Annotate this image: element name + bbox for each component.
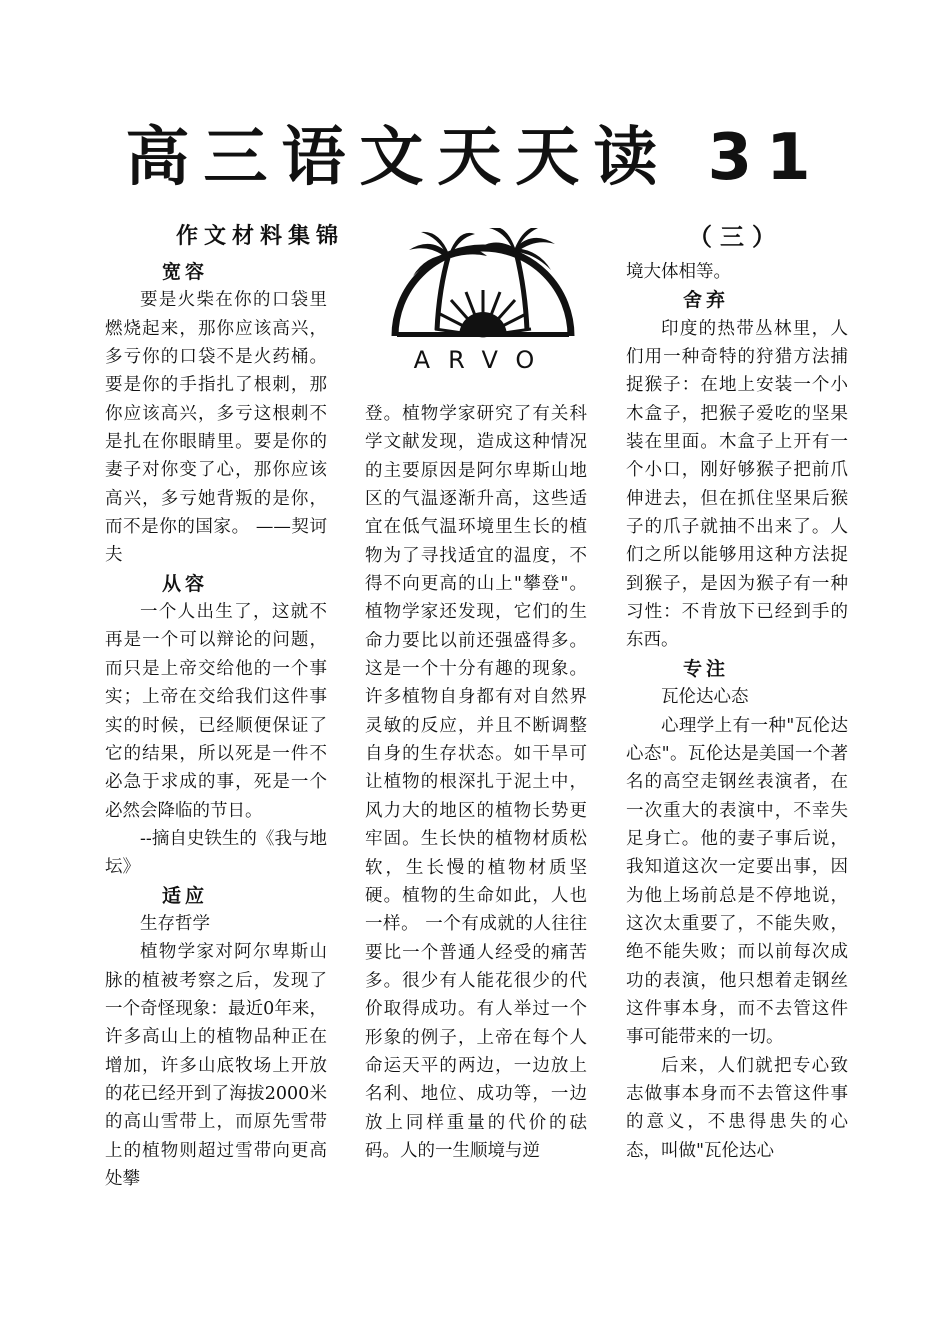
paragraph-source: --摘自史铁生的《我与地坛》 [105,828,327,878]
paragraph-subheading: 瓦伦达心态 [661,687,749,708]
paragraph: 要是火柴在你的口袋里燃烧起来，那你应该高兴，多亏你的口袋不是火药桶。要是你的手指扎了根刺，那你应该高兴，多亏这根刺不是扎在你眼睛里。要是你的妻子对你变了心，那你应该高兴，多亏她背叛的是你，而不是你的国家。 ——契诃夫 [105,290,327,566]
paragraph-subheading: 生存哲学 [140,913,210,934]
section-subtitle: 作文材料集锦 [176,224,345,249]
paragraph: 境大体相等。 [626,262,731,282]
paragraph: 印度的热带丛林里，人们用一种奇特的狩猎方法捕捉猴子：在地上安装一个小木盒子，把猴子爱吃的坚果装在里面。木盒子上开有一个小口，刚好够猴子把前爪伸进去，但在抓住坚果后猴子的爪子就抽不出来了。人们之所以能够用这种方法捉到猴子，是因为猴子有一种习性：不肯放下已经到手的东西。 [626,318,848,651]
heading-kuanrong: 宽容 [162,261,209,283]
heading-sheqi: 舍弃 [683,289,730,312]
part-number: （三） [688,223,784,251]
paragraph: 心理学上有一种"瓦伦达心态"。瓦伦达是美国一个著名的高空走钢丝表演者，在一次重大的表演中，不幸失足身亡。他的妻子事后说，我知道这次一定要出事，因为他上场前总是不停地说，这次太重要了，不能失败，绝不能失败；而以前每次成功的表演，他只想着走钢丝这件事本身，而不去管这件事可能带来的一切。 [626,715,848,1048]
column-2 [365,400,587,1165]
heading-zhuanzhu: 专注 [683,657,730,680]
paragraph: 一个人出生了，这就不再是一个可以辩论的问题，而只是上帝交给他的一个事实；上帝在交给我们这件事实的时候，已经顺便保证了它的结果，所以死是一件不必急于求成的事，死是一个必然会降临的节日。 [105,602,327,821]
column-1 [105,258,327,1193]
paragraph: 植物学家对阿尔卑斯山脉的植被考察之后，发现了一个奇怪现象：最近0年来，许多高山上的植物品种正在增加，许多山底牧场上开放的花已经开到了海拔2000米的高山雪带上，而原先雪带上的植物则超过雪带向更高处攀 [105,942,327,1189]
page-title: 高三语文天天读 31 [125,121,825,195]
heading-congrong: 从容 [162,572,209,595]
paragraph: 登。植物学家研究了有关科学文献发现，造成这种情况的主要原因是阿尔卑斯山地区的气温逐渐升高，这些适宜在低气温环境里生长的植物为了寻找适宜的温度，不得不向更高的山上"攀登"。植物学家还发现，它们的生命力要比以前还强盛得多。 这是一个十分有趣的现象。许多植物自身都有对自然界灵敏的反应，并且不断调整自身的生存状态。如干旱可让植物的根深扎于泥土中，风力大的地区的植物长势更牢固。生长快的植物材质松软，生长慢的植物材质坚硬。植物的生命如此，人也一样。 一个有成就的人往往要比一个普通人经受的痛苦多。很少有人能花很少的代价取得成功。有人举过一个形象的例子，上帝在每个人命运天平的两边，一边放上名利、地位、成功等，一边放上同样重量的代价的砝码。人的一生顺境与逆 [365,404,587,1161]
paragraph: 后来，人们就把专心致志做事本身而不去管这件事的意义，不患得患失的心态，叫做"瓦伦达心 [626,1055,848,1161]
logo-text: ARVO [413,346,553,373]
column-3 [626,258,848,1165]
palm-sun-logo-icon [383,228,583,373]
heading-shiying: 适应 [162,884,209,907]
